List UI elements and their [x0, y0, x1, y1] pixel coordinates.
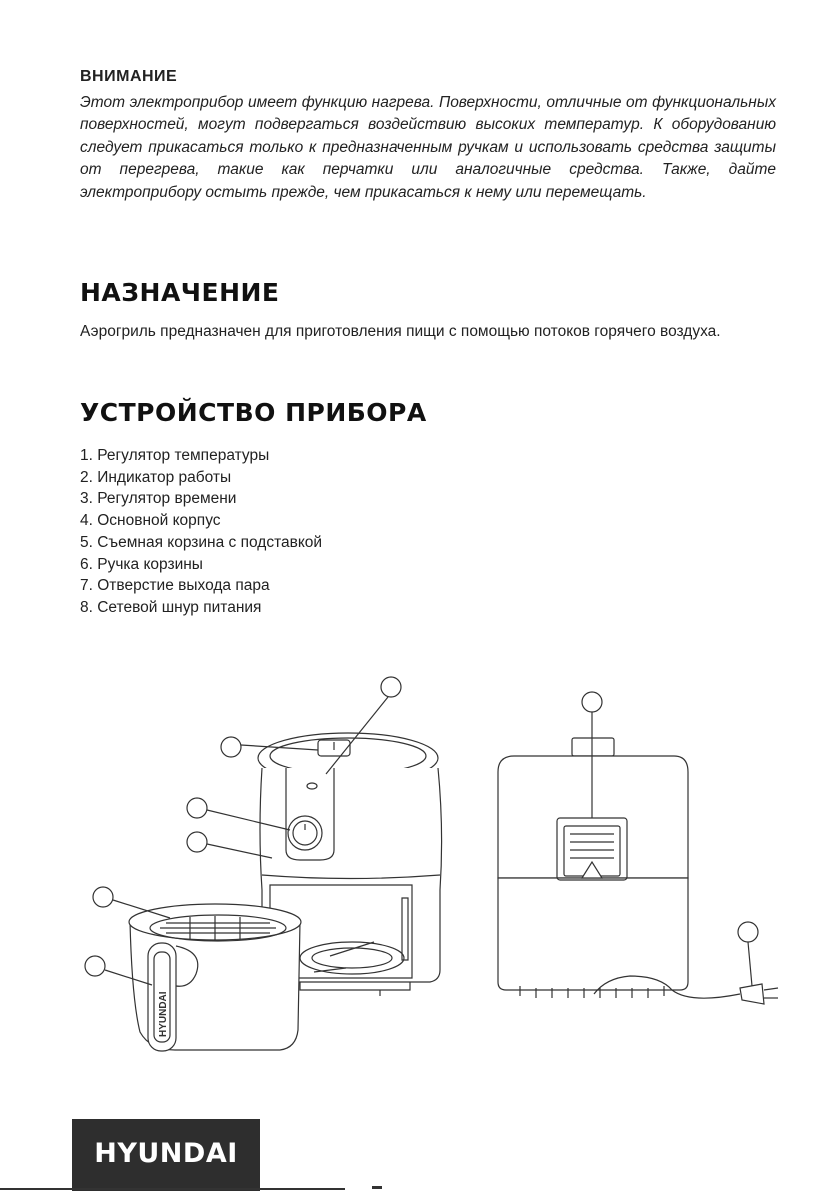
- page-mark: [372, 1186, 382, 1189]
- basket: [129, 904, 301, 1051]
- list-item: 7. Отверстие выхода пара: [80, 577, 270, 595]
- warning-text: Этот электроприбор имеет функцию нагрева. Поверхности, отличные от функциональных поверхностей, могут подвергаться воздействию высоких температур. К оборудованию следует прикасаться только к предназначенным ручкам и использовать средства защиты от перегрева, такие как перчатки или аналогичные средства. Также, дайте электроприбору остыть прежде, чем прикасаться к нему или перемещать.: [80, 94, 776, 201]
- list-item: 8. Сетевой шнур питания: [80, 598, 262, 616]
- footer-divider: [0, 1188, 345, 1190]
- purpose-text: Аэрогриль предназначен для приготовления пищи с помощью потоков горячего воздуха.: [80, 323, 721, 340]
- parts-list: [80, 445, 322, 619]
- purpose-heading: НАЗНАЧЕНИЕ: [80, 278, 280, 307]
- list-item: 5. Съемная корзина с подставкой: [80, 533, 323, 551]
- brand-logo: [72, 1119, 260, 1191]
- basket-brand-label: HYUNDAI: [158, 991, 169, 1037]
- list-item: 1. Регулятор температуры: [80, 447, 270, 464]
- brand-logo-text: HYUNDAI: [94, 1138, 238, 1169]
- warning-title: ВНИМАНИЕ: [80, 68, 178, 85]
- device-heading: УСТРОЙСТВО ПРИБОРА: [80, 398, 427, 427]
- air-fryer-diagram: [0, 660, 840, 1060]
- list-item: 6. Ручка корзины: [80, 555, 203, 573]
- list-item: 4. Основной корпус: [80, 512, 221, 530]
- back-view: [498, 738, 778, 1004]
- list-item: 2. Индикатор работы: [80, 468, 232, 486]
- list-item: 3. Регулятор времени: [80, 490, 237, 508]
